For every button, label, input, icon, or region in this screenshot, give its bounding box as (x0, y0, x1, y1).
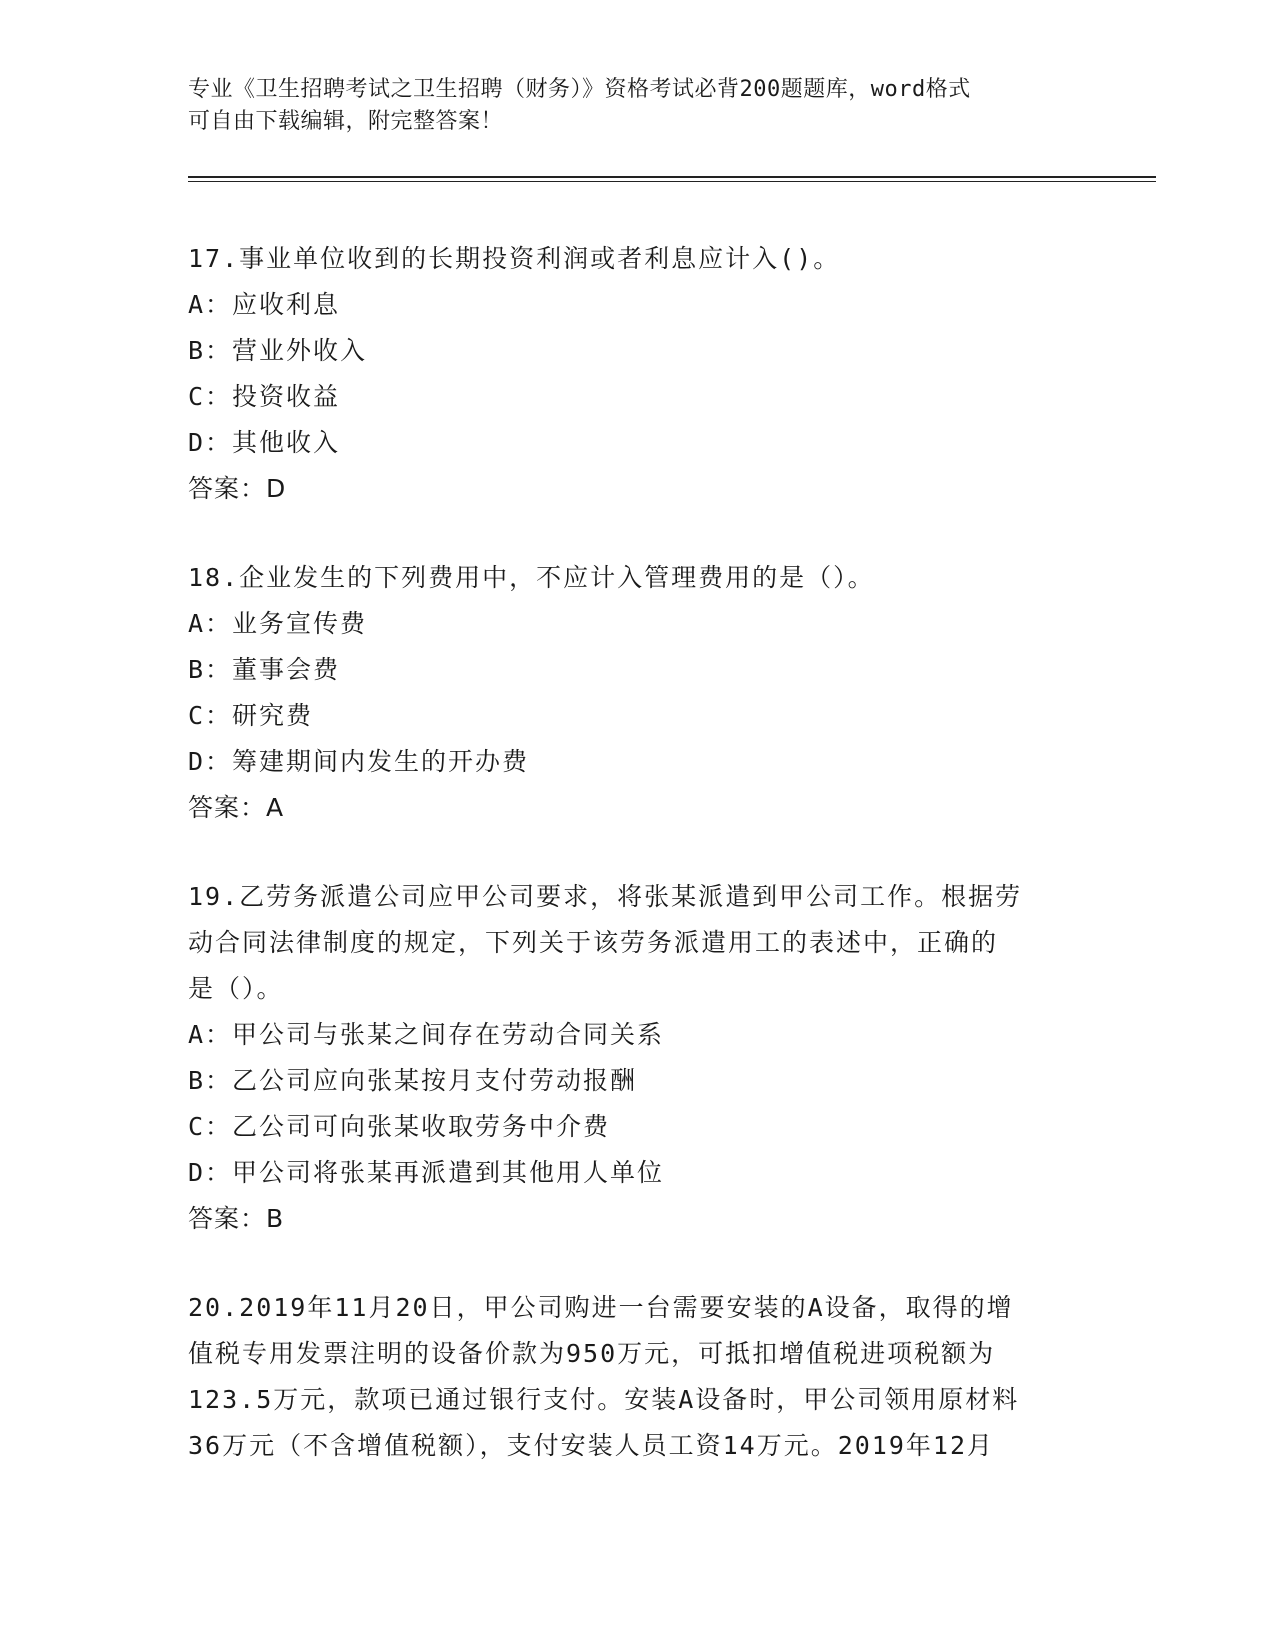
question-19 (188, 874, 1093, 1242)
question-list (188, 236, 1093, 1512)
question-stem-line-4: 36万元（不含增值税额），支付安装人员工资14万元。2019年12月 (188, 1431, 995, 1460)
header-line-2: 可自由下载编辑，附完整答案！ (188, 109, 504, 134)
question-stem: 17.事业单位收到的长期投资利润或者利息应计入()。 (188, 244, 841, 273)
question-stem-line-2: 动合同法律制度的规定，下列关于该劳务派遣用工的表述中，正确的 (188, 928, 999, 957)
answer-line: 答案：A (188, 793, 285, 822)
question-17 (188, 236, 1093, 512)
option-d: D：筹建期间内发生的开办费 (188, 747, 530, 776)
answer-line: 答案：B (188, 1204, 285, 1233)
answer-line: 答案：D (188, 474, 287, 503)
option-a: A：业务宣传费 (188, 609, 368, 638)
option-c: C：乙公司可向张某收取劳务中介费 (188, 1112, 611, 1141)
header-line-1: 专业《卫生招聘考试之卫生招聘（财务）》资格考试必背200题题库，word格式 (188, 77, 971, 102)
option-c: C：投资收益 (188, 382, 341, 411)
option-b: B：乙公司应向张某按月支付劳动报酬 (188, 1066, 638, 1095)
option-a: A：甲公司与张某之间存在劳动合同关系 (188, 1020, 665, 1049)
question-18 (188, 555, 1093, 831)
option-b: B：董事会费 (188, 655, 341, 684)
question-stem: 18.企业发生的下列费用中，不应计入管理费用的是（）。 (188, 563, 875, 592)
question-stem-line-3: 是（）。 (188, 974, 284, 1003)
option-c: C：研究费 (188, 701, 314, 730)
question-20 (188, 1285, 1093, 1469)
option-a: A：应收利息 (188, 290, 341, 319)
option-d: D：甲公司将张某再派遣到其他用人单位 (188, 1158, 665, 1187)
header-divider-thick (188, 176, 1156, 178)
header-divider-thin (188, 181, 1156, 182)
option-b: B：营业外收入 (188, 336, 368, 365)
document-header (188, 74, 1068, 138)
option-d: D：其他收入 (188, 428, 341, 457)
question-stem-line-2: 值税专用发票注明的设备价款为950万元，可抵扣增值税进项税额为 (188, 1339, 996, 1368)
question-stem-line-1: 20.2019年11月20日，甲公司购进一台需要安装的A设备，取得的增 (188, 1293, 1014, 1322)
question-stem-line-1: 19.乙劳务派遣公司应甲公司要求，将张某派遣到甲公司工作。根据劳 (188, 882, 1023, 911)
question-stem-line-3: 123.5万元，款项已通过银行支付。安装A设备时，甲公司领用原材料 (188, 1385, 1020, 1414)
